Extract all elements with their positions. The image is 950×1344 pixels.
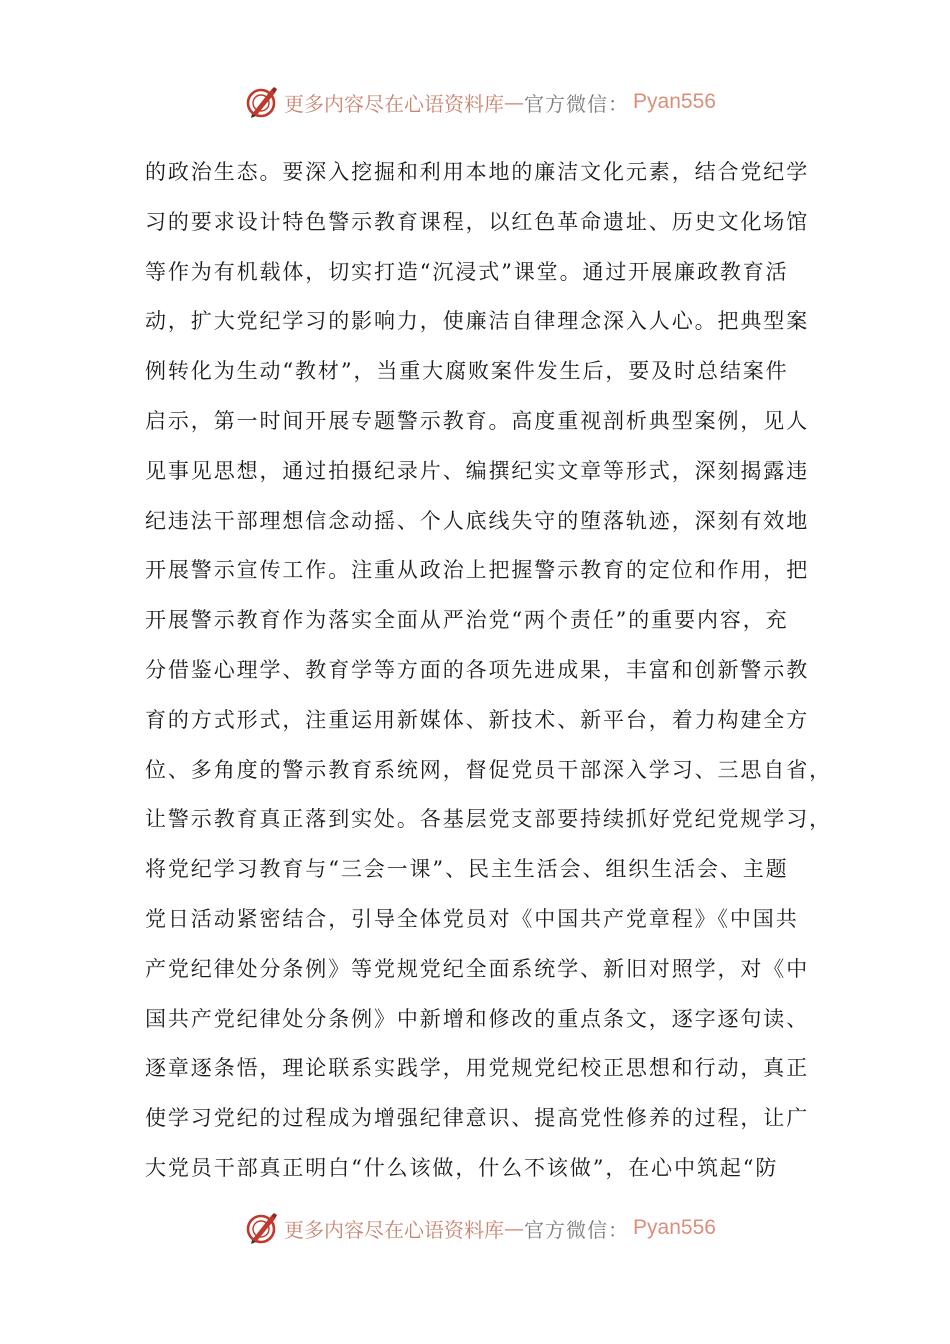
- header-banner-content: [244, 84, 716, 120]
- text-line: 动，扩大党纪学习的影响力，使廉洁自律理念深入人心。把典型案: [145, 309, 810, 334]
- text-line: 见事见思想，通过拍摄纪录片、编撰纪实文章等形式，深刻揭露违: [145, 458, 810, 483]
- text-line: 党日活动紧密结合，引导全体党员对《中国共产党章程》《中国共: [145, 906, 799, 931]
- banner-dash: —: [504, 1216, 525, 1240]
- footer-banner-content: [244, 1210, 716, 1246]
- text-line: 使学习党纪的过程成为增强纪律意识、提高党性修养的过程，让广: [145, 1106, 810, 1131]
- header-banner: [0, 82, 950, 122]
- text-line: 纪违法干部理想信念动摇、个人底线失守的堕落轨迹，深刻有效地: [145, 508, 810, 533]
- pen-seal-icon: [244, 1210, 280, 1246]
- text-line: 育的方式形式，注重运用新媒体、新技术、新平台，着力构建全方: [145, 707, 810, 732]
- text-line: 的政治生态。要深入挖掘和利用本地的廉洁文化元素，结合党纪学: [145, 160, 810, 184]
- text-line: 开展警示宣传工作。注重从政治上把握警示教育的定位和作用，把: [145, 558, 810, 583]
- text-line: 国共产党纪律处分条例》中新增和修改的重点条文，逐字逐句读、: [145, 1006, 810, 1031]
- text-line: 开展警示教育作为落实全面从严治党“两个责任”的重要内容，充: [145, 608, 789, 633]
- text-line: 大党员干部真正明白“什么该做，什么不该做”，在心中筑起“防: [145, 1155, 779, 1180]
- text-line: 习的要求设计特色警示教育课程，以红色革命遗址、历史文化场馆: [145, 209, 810, 234]
- official-wechat-label: 官方微信：: [524, 91, 630, 116]
- wechat-id: Pyan556: [633, 90, 716, 113]
- text-line: 例转化为生动“教材”，当重大腐败案件发生后，要及时总结案件: [145, 359, 789, 384]
- text-line: 位、多角度的警示教育系统网，督促党员干部深入学习、三思自省，: [145, 757, 832, 782]
- text-line: 产党纪律处分条例》等党规党纪全面系统学、新旧对照学，对《中: [145, 956, 810, 981]
- pen-seal-icon: [244, 84, 280, 120]
- document-body: [145, 148, 832, 1194]
- text-line: 分借鉴心理学、教育学等方面的各项先进成果，丰富和创新警示教: [145, 657, 810, 682]
- official-wechat-label: 官方微信：: [524, 1217, 630, 1242]
- text-line: 让警示教育真正落到实处。各基层党支部要持续抓好党纪党规学习，: [145, 807, 832, 832]
- text-line: 逐章逐条悟，理论联系实践学，用党规党纪校正思想和行动，真正: [145, 1056, 810, 1081]
- wechat-id: Pyan556: [633, 1216, 716, 1239]
- text-line: 等作为有机载体，切实打造“沉浸式”课堂。通过开展廉政教育活: [145, 259, 789, 284]
- footer-banner: [0, 1208, 950, 1248]
- text-line: 启示，第一时间开展专题警示教育。高度重视剖析典型案例，见人: [145, 408, 810, 433]
- text-line: 将党纪学习教育与“三会一课”、民主生活会、组织生活会、主题: [145, 857, 789, 882]
- site-name: 更多内容尽在心语资料库: [284, 1217, 505, 1242]
- banner-dash: —: [504, 90, 525, 114]
- site-name: 更多内容尽在心语资料库: [284, 91, 505, 116]
